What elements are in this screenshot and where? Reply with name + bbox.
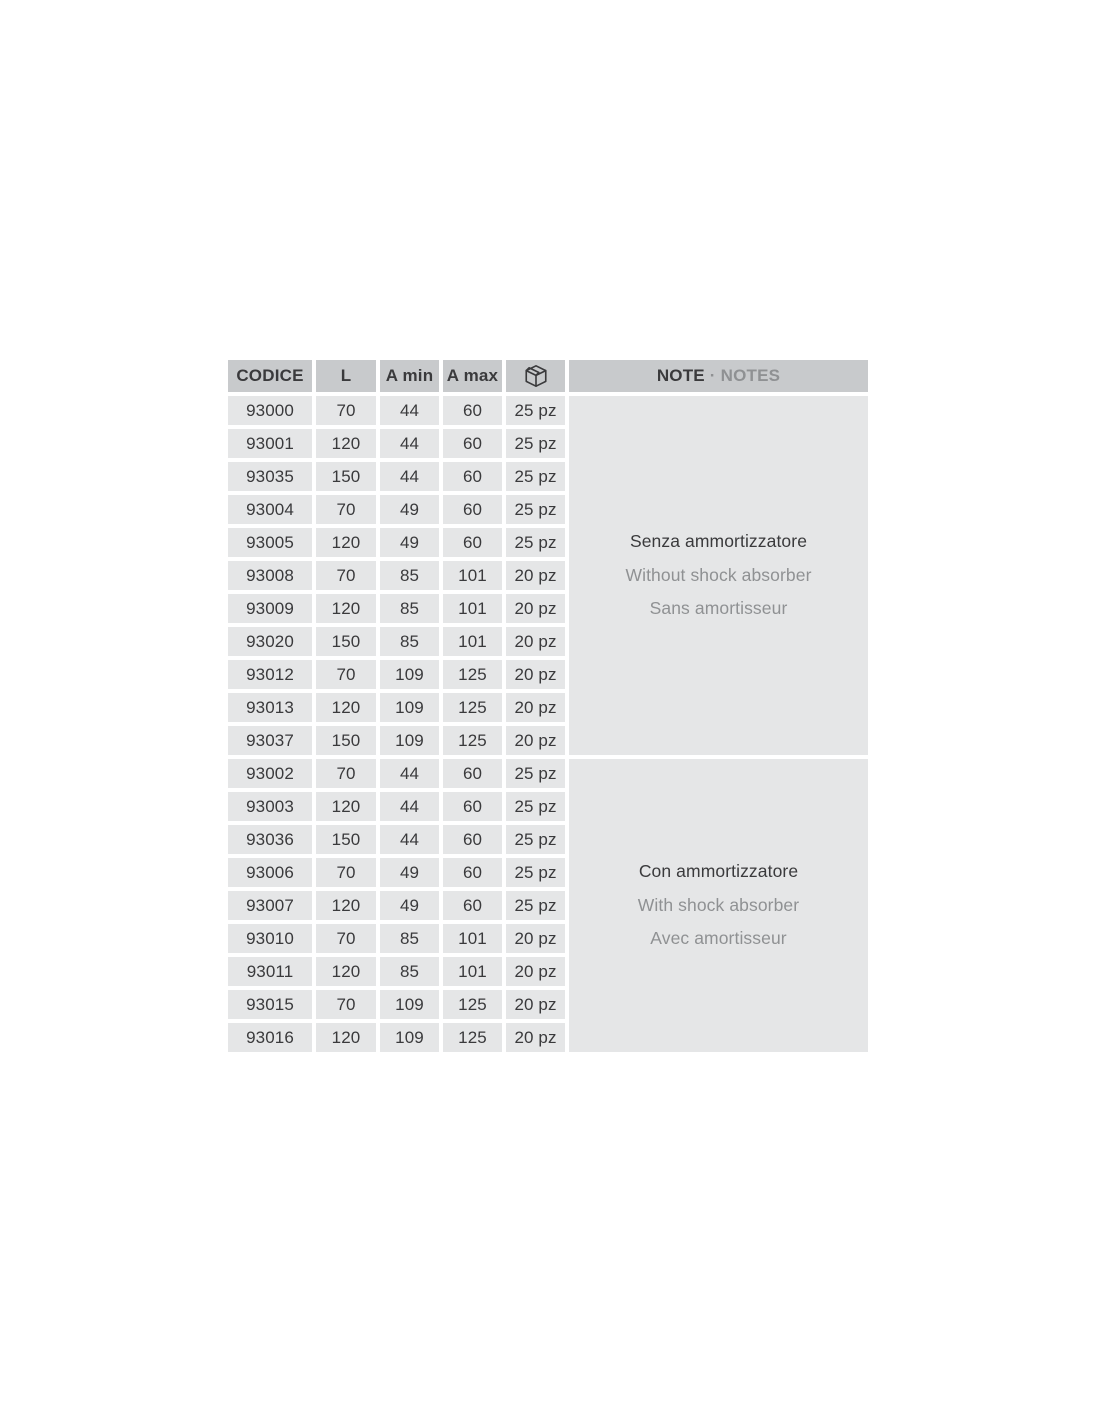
cell-a-max: 125 — [443, 726, 502, 755]
cell-a-min: 44 — [380, 396, 439, 425]
cell-a-max: 125 — [443, 660, 502, 689]
cell-a-min: 109 — [380, 693, 439, 722]
cell-qty: 25 pz — [506, 528, 565, 557]
note-cell — [569, 396, 868, 755]
col-header-l: L — [316, 360, 376, 392]
cell-l: 120 — [316, 594, 376, 623]
cell-a-min: 49 — [380, 495, 439, 524]
cell-l: 150 — [316, 462, 376, 491]
cell-qty: 20 pz — [506, 594, 565, 623]
note-line: Senza ammortizzatore — [629, 531, 808, 552]
cell-a-max: 60 — [443, 429, 502, 458]
cell-a-min: 85 — [380, 561, 439, 590]
cell-a-min: 44 — [380, 825, 439, 854]
cell-qty: 25 pz — [506, 891, 565, 920]
cell-a-max: 60 — [443, 759, 502, 788]
note-header-separator: · — [709, 366, 716, 385]
note-line: Without shock absorber — [625, 564, 812, 585]
cell-codice: 93016 — [228, 1023, 312, 1052]
cell-a-min: 49 — [380, 528, 439, 557]
cell-a-max: 60 — [443, 792, 502, 821]
col-header-a-max: A max — [443, 360, 502, 392]
cell-l: 120 — [316, 957, 376, 986]
cell-l: 70 — [316, 858, 376, 887]
col-header-note — [569, 360, 868, 392]
note-header-en: NOTES — [720, 366, 781, 385]
cell-l: 120 — [316, 429, 376, 458]
cell-qty: 25 pz — [506, 462, 565, 491]
cell-l: 70 — [316, 561, 376, 590]
cell-qty: 20 pz — [506, 1023, 565, 1052]
cell-qty: 20 pz — [506, 561, 565, 590]
cell-codice: 93015 — [228, 990, 312, 1019]
header-row — [228, 360, 868, 392]
cell-l: 70 — [316, 396, 376, 425]
cell-l: 120 — [316, 528, 376, 557]
cell-a-min: 109 — [380, 660, 439, 689]
cell-qty: 25 pz — [506, 429, 565, 458]
cell-qty: 20 pz — [506, 990, 565, 1019]
cell-a-min: 44 — [380, 792, 439, 821]
cell-codice: 93010 — [228, 924, 312, 953]
cell-a-min: 85 — [380, 924, 439, 953]
note-header-it: NOTE — [656, 366, 705, 385]
cell-a-max: 101 — [443, 561, 502, 590]
cell-qty: 20 pz — [506, 693, 565, 722]
cell-a-max: 125 — [443, 990, 502, 1019]
note-line: Con ammortizzatore — [638, 861, 799, 882]
cell-qty: 25 pz — [506, 792, 565, 821]
note-line: Sans amortisseur — [649, 598, 788, 619]
note-line: With shock absorber — [637, 894, 800, 915]
note-cell — [569, 759, 868, 1052]
cell-qty: 20 pz — [506, 726, 565, 755]
cell-codice: 93009 — [228, 594, 312, 623]
cell-a-min: 109 — [380, 726, 439, 755]
table-row — [228, 759, 868, 788]
cell-qty: 25 pz — [506, 825, 565, 854]
cell-a-min: 85 — [380, 957, 439, 986]
cell-a-max: 125 — [443, 693, 502, 722]
cell-a-max: 60 — [443, 858, 502, 887]
cell-a-max: 60 — [443, 495, 502, 524]
spec-table — [224, 356, 872, 1056]
table-row — [228, 396, 868, 425]
cell-l: 70 — [316, 495, 376, 524]
cell-a-min: 109 — [380, 1023, 439, 1052]
cell-a-max: 60 — [443, 825, 502, 854]
cell-codice: 93002 — [228, 759, 312, 788]
cell-qty: 20 pz — [506, 660, 565, 689]
cell-a-max: 60 — [443, 396, 502, 425]
cell-qty: 20 pz — [506, 627, 565, 656]
cell-l: 120 — [316, 792, 376, 821]
cell-a-max: 60 — [443, 462, 502, 491]
cell-codice: 93037 — [228, 726, 312, 755]
cell-l: 120 — [316, 693, 376, 722]
note-line: Avec amortisseur — [650, 928, 787, 949]
cell-qty: 20 pz — [506, 957, 565, 986]
cell-l: 150 — [316, 726, 376, 755]
cell-l: 70 — [316, 759, 376, 788]
cell-a-min: 49 — [380, 891, 439, 920]
cell-codice: 93004 — [228, 495, 312, 524]
cell-codice: 93000 — [228, 396, 312, 425]
cell-qty: 20 pz — [506, 924, 565, 953]
col-header-a-min: A min — [380, 360, 439, 392]
cell-codice: 93003 — [228, 792, 312, 821]
cell-l: 150 — [316, 627, 376, 656]
cell-l: 70 — [316, 660, 376, 689]
cell-codice: 93035 — [228, 462, 312, 491]
cell-a-max: 101 — [443, 594, 502, 623]
cell-codice: 93001 — [228, 429, 312, 458]
col-header-codice: CODICE — [228, 360, 312, 392]
cell-qty: 25 pz — [506, 396, 565, 425]
cell-qty: 25 pz — [506, 759, 565, 788]
cell-l: 120 — [316, 891, 376, 920]
cell-a-min: 109 — [380, 990, 439, 1019]
cell-l: 70 — [316, 990, 376, 1019]
cell-codice: 93011 — [228, 957, 312, 986]
cell-codice: 93020 — [228, 627, 312, 656]
cell-a-max: 101 — [443, 627, 502, 656]
cell-a-max: 60 — [443, 528, 502, 557]
cell-a-max: 101 — [443, 957, 502, 986]
cell-a-min: 49 — [380, 858, 439, 887]
cell-a-max: 101 — [443, 924, 502, 953]
cell-a-max: 125 — [443, 1023, 502, 1052]
cell-codice: 93013 — [228, 693, 312, 722]
cell-qty: 25 pz — [506, 495, 565, 524]
cell-l: 70 — [316, 924, 376, 953]
cell-codice: 93012 — [228, 660, 312, 689]
cell-a-min: 85 — [380, 627, 439, 656]
cell-a-min: 85 — [380, 594, 439, 623]
cell-codice: 93036 — [228, 825, 312, 854]
cell-codice: 93007 — [228, 891, 312, 920]
cell-qty: 25 pz — [506, 858, 565, 887]
cell-codice: 93006 — [228, 858, 312, 887]
cell-l: 120 — [316, 1023, 376, 1052]
cell-codice: 93005 — [228, 528, 312, 557]
cell-a-min: 44 — [380, 462, 439, 491]
cell-a-min: 44 — [380, 429, 439, 458]
cell-a-min: 44 — [380, 759, 439, 788]
package-icon — [523, 363, 549, 389]
cell-codice: 93008 — [228, 561, 312, 590]
cell-l: 150 — [316, 825, 376, 854]
cell-a-max: 60 — [443, 891, 502, 920]
col-header-qty — [506, 360, 565, 392]
